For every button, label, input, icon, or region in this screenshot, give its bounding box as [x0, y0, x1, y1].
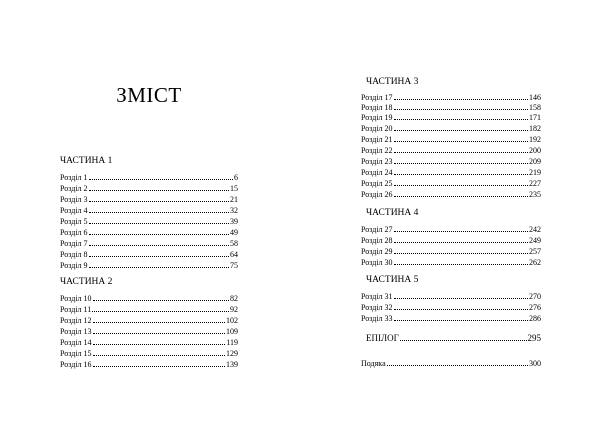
part-heading-4: ЧАСТИНА 4 [366, 208, 419, 218]
toc-entry[interactable]: Розділ 3 21 [60, 195, 238, 204]
toc-entry[interactable]: Розділ 28 249 [361, 236, 541, 245]
toc-entry[interactable]: Розділ 24 219 [361, 168, 541, 177]
page-title: ЗМІСТ [116, 83, 182, 107]
toc-entry[interactable]: Розділ 31 270 [361, 292, 541, 301]
toc-entry[interactable]: Розділ 30 262 [361, 258, 541, 267]
toc-entry[interactable]: Розділ 14 119 [60, 338, 238, 347]
toc-entry[interactable]: Розділ 18 158 [361, 103, 541, 112]
toc-entry[interactable]: Розділ 29 257 [361, 247, 541, 256]
toc-entry[interactable]: Розділ 20 182 [361, 124, 541, 133]
toc-entry[interactable]: Розділ 15 129 [60, 349, 238, 358]
toc-entry[interactable]: Розділ 16 139 [60, 360, 238, 369]
toc-entry[interactable]: Розділ 11 92 [60, 305, 238, 314]
part-heading-3: ЧАСТИНА 3 [366, 77, 419, 87]
toc-entry[interactable]: Розділ 10 82 [60, 294, 238, 303]
toc-entry[interactable]: Розділ 17 146 [361, 93, 541, 102]
toc-entry-acknowledgements[interactable]: Подяка 300 [361, 359, 541, 368]
toc-entry[interactable]: Розділ 1 6 [60, 173, 238, 182]
toc-entry[interactable]: Розділ 25 227 [361, 179, 541, 188]
toc-entry[interactable]: Розділ 6 49 [60, 228, 238, 237]
toc-entry[interactable]: Розділ 4 32 [60, 206, 238, 215]
toc-entry[interactable]: Розділ 12 102 [60, 316, 238, 325]
toc-entry[interactable]: Розділ 21 192 [361, 135, 541, 144]
toc-entry[interactable]: Розділ 22 200 [361, 146, 541, 155]
toc-entry[interactable]: Розділ 27 242 [361, 225, 541, 234]
part-heading-2: ЧАСТИНА 2 [60, 277, 113, 287]
toc-entry[interactable]: Розділ 19 171 [361, 113, 541, 122]
toc-entry[interactable]: Розділ 32 276 [361, 303, 541, 312]
toc-entry[interactable]: Розділ 7 58 [60, 239, 238, 248]
toc-entry[interactable]: Розділ 13 109 [60, 327, 238, 336]
toc-entry[interactable]: Розділ 9 75 [60, 261, 238, 270]
toc-entry[interactable]: Розділ 8 64 [60, 250, 238, 259]
toc-entry[interactable]: Розділ 5 39 [60, 217, 238, 226]
part-heading-1: ЧАСТИНА 1 [60, 156, 113, 166]
toc-entry[interactable]: Розділ 33 286 [361, 314, 541, 323]
toc-entry-epilogue[interactable]: ЕПІЛОГ 295 [366, 333, 541, 343]
toc-entry[interactable]: Розділ 2 15 [60, 184, 238, 193]
toc-entry[interactable]: Розділ 26 235 [361, 190, 541, 199]
toc-entry[interactable]: Розділ 23 209 [361, 157, 541, 166]
part-heading-5: ЧАСТИНА 5 [366, 275, 419, 285]
